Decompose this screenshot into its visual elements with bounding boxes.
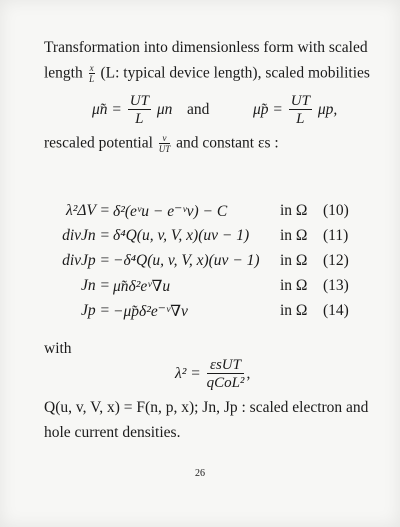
fraction-numerator: UT: [290, 92, 310, 109]
closing-line-2: hole current densities.: [44, 424, 181, 441]
intro-line-2: [44, 64, 370, 84]
equation-number: (12): [323, 252, 349, 269]
with-word: with: [44, 340, 72, 357]
equation-row: [0, 277, 400, 297]
equation-row: [0, 252, 400, 272]
equation-row: [0, 302, 400, 322]
equation-lhs: Jp =: [81, 302, 110, 319]
v-over-ut-fraction: [159, 134, 171, 154]
equation-rhs: μ̃nδ²eᵛ∇u: [113, 278, 171, 295]
page-number: 26: [195, 468, 205, 479]
fraction-denominator: L: [135, 111, 144, 128]
intro-line-2-start: length: [44, 64, 83, 82]
fraction-denominator: UT: [158, 144, 171, 154]
equation-rhs: δ⁴Q(u, v, V, x)(uv − 1): [113, 227, 250, 244]
mu-n-lhs: μ̃n =: [92, 101, 122, 118]
equation-number: (10): [323, 202, 349, 219]
fraction-denominator: L: [296, 111, 305, 128]
fraction-numerator: x: [89, 63, 94, 73]
fraction-denominator: L: [89, 74, 95, 84]
equation-row: [0, 202, 400, 222]
equation-number: (11): [323, 227, 349, 244]
lambda-tail: ,: [246, 365, 251, 382]
equation-lhs: divJp =: [62, 252, 110, 269]
equation-rhs: −δ⁴Q(u, v, V, x)(uv − 1): [113, 252, 260, 269]
rescaled-text-end: and constant εs :: [176, 134, 279, 152]
lambda-fraction: [207, 357, 245, 392]
intro-line-1: Transformation into dimensionless form with scaled: [44, 39, 368, 56]
and-word: and: [187, 101, 210, 118]
fraction-denominator: qCoL²: [206, 375, 245, 392]
fraction-numerator: v: [159, 134, 171, 144]
mu-n-tail: μn: [156, 101, 173, 118]
equation-number: (13): [323, 277, 349, 294]
fraction-numerator: UT: [129, 92, 149, 109]
mobility-equation-n: [92, 90, 172, 130]
equation-domain: in Ω: [280, 302, 308, 319]
equation-lhs: divJn =: [62, 227, 110, 244]
x-over-l-fraction: [89, 64, 95, 84]
ut-over-l-fraction-n: [128, 93, 151, 128]
ut-over-l-fraction-p: [289, 93, 312, 128]
mobility-equation-p: [253, 90, 337, 130]
mu-p-tail: μp,: [317, 101, 338, 118]
equation-domain: in Ω: [280, 227, 308, 244]
equation-rhs: −μ̃pδ²e⁻ᵛ∇v: [113, 303, 188, 320]
lambda-definition: [175, 352, 250, 396]
mu-p-lhs: μ̃p =: [253, 101, 283, 118]
rescaled-line: [44, 134, 279, 154]
equation-number: (14): [323, 302, 349, 319]
equation-domain: in Ω: [280, 277, 308, 294]
equation-row: [0, 227, 400, 247]
intro-line-2-end: (L: typical device length), scaled mobilities: [100, 64, 370, 82]
equation-lhs: Jn =: [81, 277, 110, 294]
closing-line-1: Q(u, v, V, x) = F(n, p, x); Jn, Jp : scaled electron and: [44, 399, 369, 416]
lambda-lhs: λ² =: [175, 365, 201, 382]
fraction-numerator: εsUT: [207, 357, 245, 375]
equation-domain: in Ω: [280, 202, 308, 219]
rescaled-text-start: rescaled potential: [44, 134, 153, 152]
equation-lhs: λ²ΔV =: [66, 202, 110, 219]
equation-rhs: δ²(eᵛu − e⁻ᵛv) − C: [113, 203, 228, 220]
equation-domain: in Ω: [280, 252, 308, 269]
